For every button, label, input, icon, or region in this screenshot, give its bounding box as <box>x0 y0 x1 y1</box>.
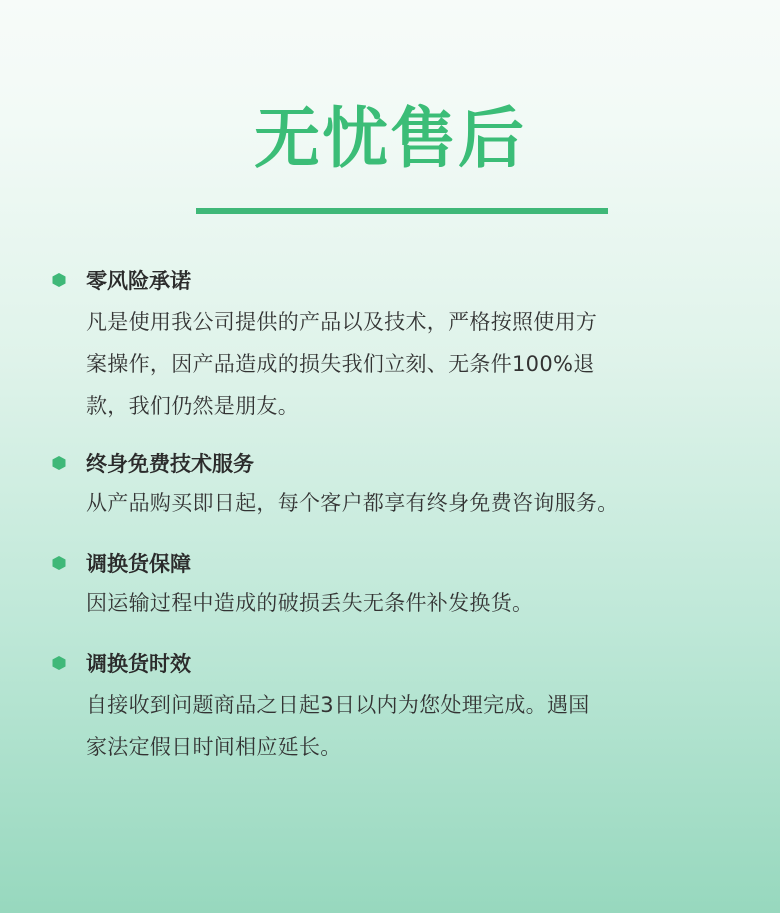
section-body <box>86 482 736 524</box>
section-body <box>86 582 736 624</box>
hexagon-bullet-icon <box>52 456 66 470</box>
body-line: 从产品购买即日起，每个客户都享有终身免费咨询服务。 <box>86 491 619 515</box>
section-heading: 调换货时效 <box>86 652 191 676</box>
title-underline <box>196 208 608 214</box>
hexagon-bullet-icon <box>52 656 66 670</box>
body-line: 凡是使用我公司提供的产品以及技术，严格按照使用方 <box>86 310 598 334</box>
body-line: 案操作，因产品造成的损失我们立刻、无条件100%退 <box>86 352 595 376</box>
section-heading: 终身免费技术服务 <box>86 452 254 476</box>
hexagon-bullet-icon <box>52 273 66 287</box>
hexagon-bullet-icon <box>52 556 66 570</box>
section-body <box>86 684 736 768</box>
body-line: 家法定假日时间相应延长。 <box>86 735 342 759</box>
body-line: 款，我们仍然是朋友。 <box>86 394 299 418</box>
body-line: 自接收到问题商品之日起3日以内为您处理完成。遇国 <box>86 693 590 717</box>
section-body <box>86 301 736 427</box>
section-heading: 调换货保障 <box>86 552 191 576</box>
body-line: 因运输过程中造成的破损丢失无条件补发换货。 <box>86 591 534 615</box>
page-title: 无忧售后 <box>254 100 526 177</box>
section-heading: 零风险承诺 <box>86 269 191 293</box>
